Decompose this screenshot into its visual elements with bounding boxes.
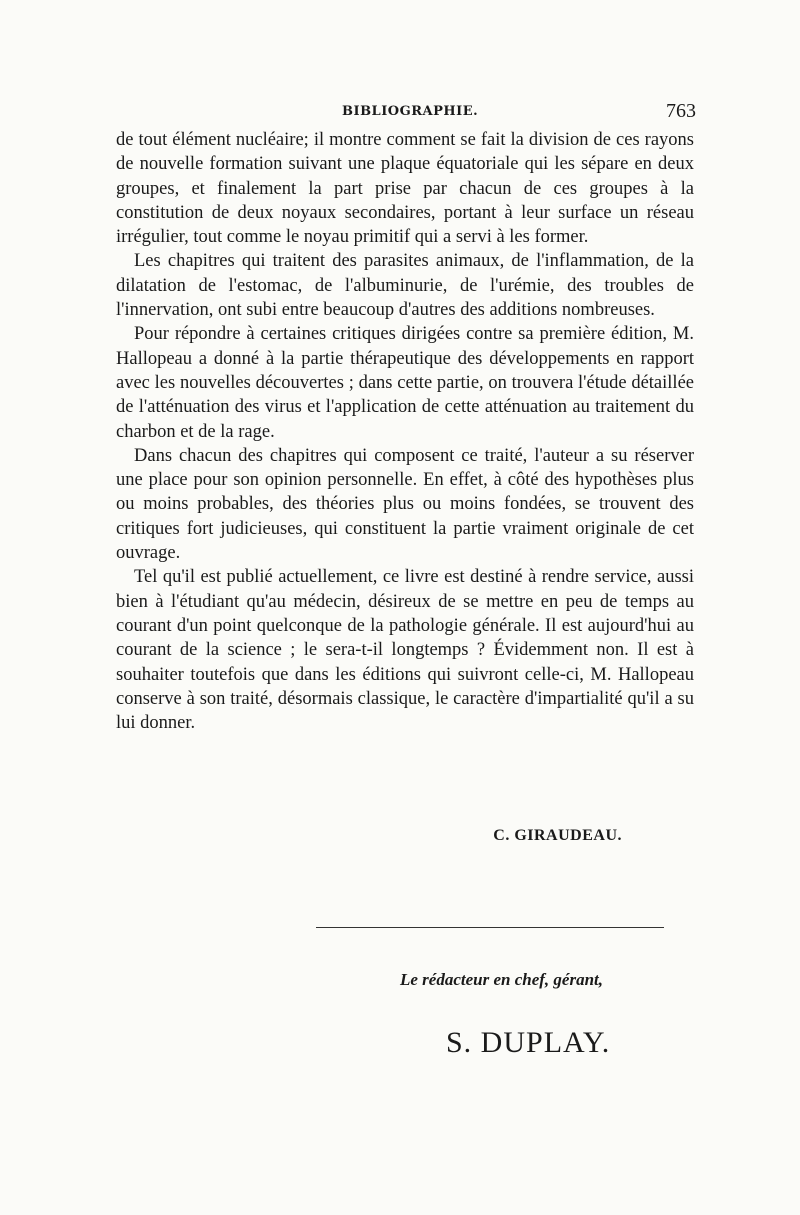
editor-name: S. DUPLAY. [446, 1026, 611, 1059]
paragraph-4: Dans chacun des chapitres qui composent ce traité, l'auteur a su réserver une place pour son opinion personnelle. En effet, à côté des hypothèses plus ou moins probables, des théories plus ou moins fondées, se trouvent des critiques fort judicieuses, qui constituent la partie vraiment originale de cet ouvrage. [116, 445, 694, 564]
body-text [116, 128, 694, 735]
section-divider [316, 927, 664, 928]
editor-title: Le rédacteur en chef, gérant, [400, 970, 604, 989]
running-title: BIBLIOGRAPHIE. [342, 104, 479, 119]
paragraph-3: Pour répondre à certaines critiques dirigées contre sa première édition, M. Hallopeau a donné à la partie thérapeutique des développements en rapport avec les nouvelles découvertes ; dans cette partie, on trouvera l'étude détaillée de l'atténuation des virus et l'application de cette atténuation au traitement du charbon et de la rage. [116, 324, 694, 442]
review-signature: C. GIRAUDEAU. [493, 827, 622, 844]
page-header [116, 100, 696, 128]
page-number: 763 [666, 100, 696, 122]
paragraph-1: de tout élément nucléaire; il montre comment se fait la division de ces rayons de nouvelle formation suivant une plaque équatoriale qui les sépare en deux groupes, et finalement la part prise par chacun de ces groupes à la constitution de deux noyaux secondaires, portant à leur surface un réseau irrégulier, tout comme le noyau primitif qui a servi à les former. [116, 130, 694, 248]
paragraph-5: Tel qu'il est publié actuellement, ce livre est destiné à rendre service, aussi bien à l'étudiant qu'au médecin, désireux de se mettre en peu de temps au courant d'un point quelconque de la pathologie générale. Il est aujourd'hui au courant de la science ; le sera-t-il longtemps ? Évidemment non. Il est à souhaiter toutefois que dans les éditions qui suivront celle-ci, M. Hallopeau conserve à son traité, désormais classique, le caractère d'impartialité qu'il a su lui donner. [116, 567, 694, 734]
paragraph-2: Les chapitres qui traitent des parasites animaux, de l'inflammation, de la dilatation de l'estomac, de l'albuminurie, de l'urémie, des troubles de l'innervation, ont subi entre beaucoup d'autres des additions nombreuses. [116, 251, 694, 321]
